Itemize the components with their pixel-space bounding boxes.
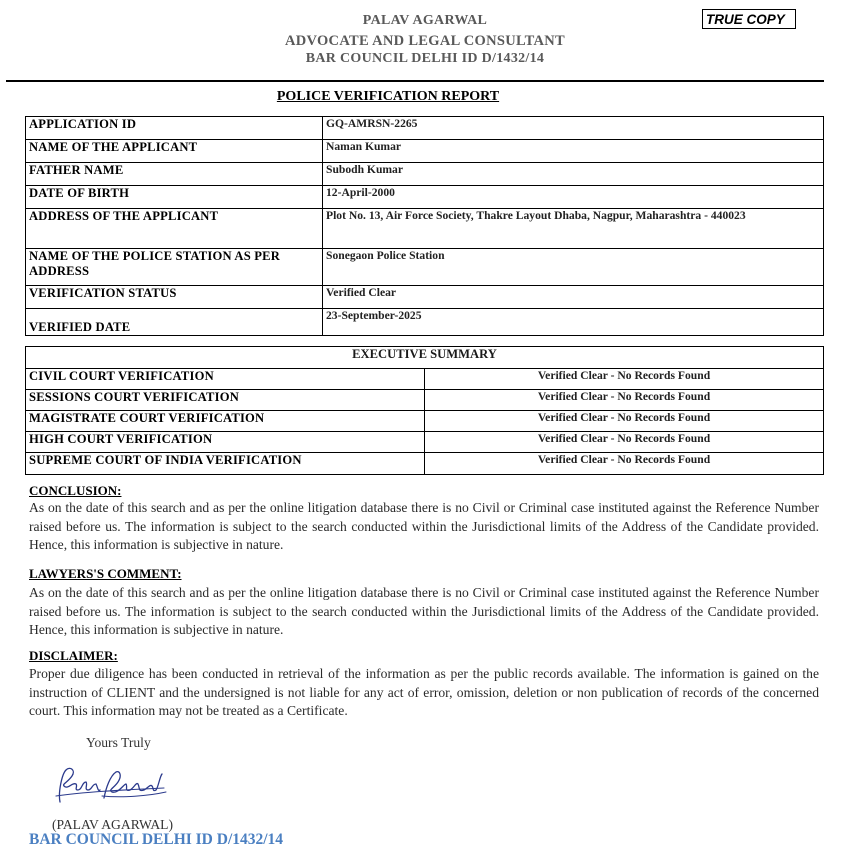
signatory-name: (PALAV AGARWAL) — [52, 817, 173, 832]
info-value: Sonegaon Police Station — [323, 249, 824, 286]
info-label: FATHER NAME — [26, 163, 323, 186]
applicant-info-table — [25, 116, 824, 336]
letterhead-name: PALAV AGARWAL — [362, 13, 488, 28]
info-value: Verified Clear — [323, 286, 824, 309]
info-label: DATE OF BIRTH — [26, 186, 323, 209]
summary-row-magistrate-court — [26, 411, 824, 432]
signature-image — [52, 762, 172, 812]
summary-label: SUPREME COURT OF INDIA VERIFICATION — [26, 453, 425, 475]
signatory-bar-id: BAR COUNCIL DELHI ID D/1432/14 — [29, 831, 284, 848]
header-divider — [6, 80, 824, 82]
summary-row-sessions-court — [26, 390, 824, 411]
conclusion-text: As on the date of this search and as per the online litigation database there is no Civil or Criminal case instituted against the Reference Number raised before us. The information is subject to the search conducted within the Jurisdictional limits of the Address of the Candidate provided. Hence, this information is subjective in nature. — [29, 500, 819, 553]
letterhead-bar-id: BAR COUNCIL DELHI ID D/1432/14 — [305, 51, 545, 66]
letterhead-role: ADVOCATE AND LEGAL CONSULTANT — [284, 33, 566, 49]
executive-summary-title: EXECUTIVE SUMMARY — [26, 347, 824, 369]
lawyers-comment-text: As on the date of this search and as per the online litigation database there is no Civil or Criminal case instituted against the Reference Number raised before us. The information is subject to the search conducted within the Jurisdictional limits of the Address of the Candidate provided. Hence, this information is subjective in nature. — [29, 585, 819, 638]
summary-label: SESSIONS COURT VERIFICATION — [26, 390, 425, 411]
true-copy-stamp: TRUE COPY — [702, 9, 796, 29]
info-label: NAME OF THE APPLICANT — [26, 140, 323, 163]
summary-value: Verified Clear - No Records Found — [425, 411, 824, 432]
summary-value: Verified Clear - No Records Found — [425, 390, 824, 411]
info-value: GQ-AMRSN-2265 — [323, 117, 824, 140]
summary-label: CIVIL COURT VERIFICATION — [26, 369, 425, 390]
summary-label: MAGISTRATE COURT VERIFICATION — [26, 411, 425, 432]
info-value: 23-September-2025 — [323, 309, 824, 336]
disclaimer-text: Proper due diligence has been conducted in retrieval of the information as per the public records available. The information is gained on the instruction of CLIENT and the undersigned is not liable for any act of error, omission, deletion or non publication of records of the concerned court. This information may not be treated as a Certificate. — [29, 666, 819, 719]
info-label: APPLICATION ID — [26, 117, 323, 140]
info-label: VERIFICATION STATUS — [26, 286, 323, 309]
info-value: 12-April-2000 — [323, 186, 824, 209]
summary-row-high-court — [26, 432, 824, 453]
summary-row-supreme-court — [26, 453, 824, 475]
executive-summary-table — [25, 346, 824, 475]
conclusion-heading: CONCLUSION: — [29, 483, 122, 498]
info-row-applicant-name — [26, 140, 824, 163]
info-row-application-id — [26, 117, 824, 140]
summary-value: Verified Clear - No Records Found — [425, 432, 824, 453]
summary-label: HIGH COURT VERIFICATION — [26, 432, 425, 453]
summary-value: Verified Clear - No Records Found — [425, 453, 824, 475]
info-row-verified-date — [26, 309, 824, 336]
lawyers-comment-heading: LAWYERS'S COMMENT: — [29, 566, 182, 581]
info-label: VERIFIED DATE — [26, 309, 323, 336]
info-row-address — [26, 209, 824, 249]
info-row-father-name — [26, 163, 824, 186]
disclaimer-heading: DISCLAIMER: — [29, 648, 118, 663]
info-row-police-station — [26, 249, 824, 286]
info-label: NAME OF THE POLICE STATION AS PER ADDRESS — [26, 249, 323, 286]
info-label: ADDRESS OF THE APPLICANT — [26, 209, 323, 249]
report-title: POLICE VERIFICATION REPORT — [276, 89, 500, 104]
summary-row-civil-court — [26, 369, 824, 390]
executive-summary-header-row — [26, 347, 824, 369]
info-row-date-of-birth — [26, 186, 824, 209]
info-row-verification-status — [26, 286, 824, 309]
info-value: Plot No. 13, Air Force Society, Thakre Layout Dhaba, Nagpur, Maharashtra - 440023 — [323, 209, 824, 249]
yours-truly: Yours Truly — [86, 735, 151, 750]
summary-value: Verified Clear - No Records Found — [425, 369, 824, 390]
info-value: Subodh Kumar — [323, 163, 824, 186]
info-value: Naman Kumar — [323, 140, 824, 163]
